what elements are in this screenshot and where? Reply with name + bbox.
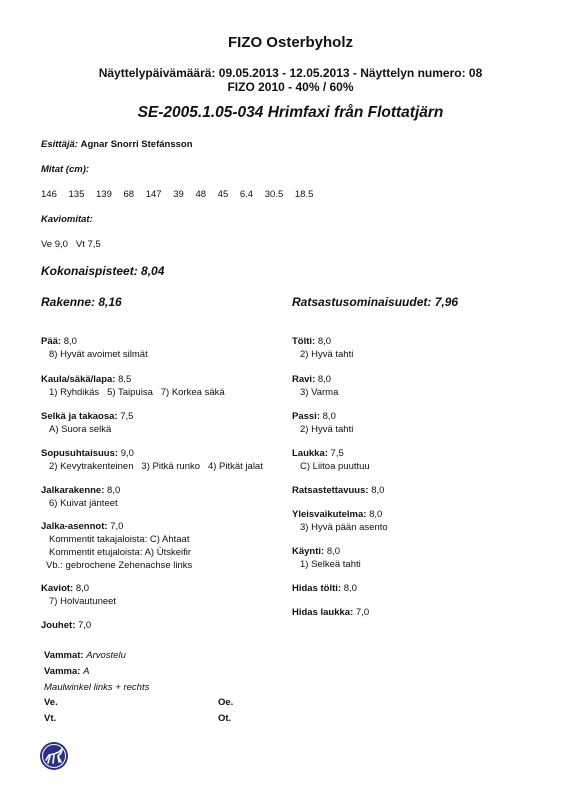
item-score: 8,0 [317,374,332,385]
fizo-weighting-line: FIZO 2010 - 40% / 60% [227,80,354,94]
defects-value: Arvostelu [86,650,126,661]
measure-value: 139 [96,189,112,200]
item-detail: 1) Selkeä tahti [300,559,361,570]
measure-value: 30.5 [264,189,284,200]
measure-value: 135 [68,189,85,200]
presenter-label: Esittäjä: [41,139,78,150]
measures-row [41,189,322,200]
item-detail: 7) Holvautuneet [49,596,117,607]
item-label: Ratsastettavuus: [292,485,369,496]
fizo-horse-logo-icon [39,741,69,771]
measure-value: 18.5 [294,189,314,200]
hoof-label: Kaviomitat: [41,214,93,225]
injury-row [44,666,89,677]
measure-value: 68 [123,189,135,200]
item-label: Kaula/säkä/lapa: [41,374,116,385]
conformation-item [41,484,120,510]
item-score: 7,0 [110,521,124,532]
item-score: 8,0 [317,336,332,347]
item-score: 8,0 [63,336,77,347]
conformation-heading: Rakenne: 8,16 [41,295,122,309]
item-score: 8,0 [371,485,385,496]
presenter-name: Agnar Snorri Stefánsson [80,139,193,150]
item-detail: 3) Hyvä pään asento [300,522,388,533]
measure-value: 146 [41,189,57,200]
item-detail: 6) Kuivat jänteet [49,498,118,509]
item-label: Jalka-asennot: [41,521,108,532]
item-detail: Kommentit takajaloista: C) Ahtaat [49,534,190,545]
measure-value: 48 [195,189,207,200]
item-score: 8,0 [322,411,336,422]
item-score: 7,5 [330,448,344,459]
measure-value: 45 [217,189,229,200]
item-score: 9,0 [120,448,134,459]
horse-name: SE-2005.1.05-034 Hrimfaxi från Flottatjärn [137,104,444,121]
riding-item [292,373,338,399]
item-detail: A) Suora selkä [49,424,112,435]
item-detail: 3) Varma [300,387,339,398]
item-detail: 1) Ryhdikäs 5) Taipuisa 7) Korkea säkä [49,387,225,398]
conformation-item [41,520,192,572]
riding-item [292,484,384,497]
hoof-values: Ve 9,0 Vt 7,5 [41,239,101,250]
measure-value: 6.4 [239,189,254,200]
defects-label: Vammat: [44,650,84,661]
item-score: 7,0 [77,620,92,631]
item-detail: 8) Hyvät avoimet silmät [49,349,148,360]
riding-item [292,508,388,534]
item-label: Tölti: [292,336,316,347]
measure-value: 147 [145,189,162,200]
item-label: Käynti: [292,546,325,557]
item-label: Selkä ja takaosa: [41,411,118,422]
item-label: Sopusuhtaisuus: [41,448,119,459]
item-label: Pää: [41,336,62,347]
riding-heading: Ratsastusominaisuudet: 7,96 [292,295,459,309]
item-label: Jalkarakenne: [41,485,105,496]
injury-label: Vamma: [44,666,81,677]
item-label: Jouhet: [41,620,76,631]
measure-value: 39 [173,189,184,200]
riding-item [292,606,369,619]
item-score: 8,0 [75,583,90,594]
conformation-item [41,582,116,608]
item-label: Laukka: [292,448,328,459]
riding-item [292,335,353,361]
front-left-label: Ve. [44,697,58,708]
item-score: 7,5 [120,411,134,422]
item-label: Kaviot: [41,583,74,594]
measures-label: Mitat (cm): [41,164,90,175]
front-right-label: Oe. [218,697,234,708]
riding-item [292,582,357,595]
hind-right-label: Ot. [218,713,232,724]
item-label: Ravi: [292,374,316,385]
item-detail: Vb.: gebrochene Zehenachse links [46,560,193,571]
page-title: FIZO Osterbyholz [227,34,353,51]
riding-item [292,447,370,473]
total-score: Kokonaispisteet: 8,04 [41,264,165,278]
item-score: 8,5 [118,374,132,385]
item-label: Hidas laukka: [292,607,354,618]
defects-row [44,650,126,661]
item-detail: 2) Kevytrakenteinen 3) Pitkä runko 4) Pitkät jalat [49,461,263,472]
item-label: Hidas tölti: [292,583,342,594]
item-label: Yleisvaikutelma: [292,509,367,520]
item-score: 8,0 [107,485,121,496]
item-label: Passi: [292,411,320,422]
item-detail: 2) Hyvä tahti [300,424,354,435]
conformation-item [41,619,91,632]
injury-comment: Maulwinkel links + rechts [44,682,150,693]
item-score: 7,0 [355,607,370,618]
show-info-line: Näyttelypäivämäärä: 09.05.2013 - 12.05.2013 - Näyttelyn numero: 08 [98,66,483,80]
item-score: 8,0 [326,546,341,557]
item-detail: 2) Hyvä tahti [300,349,354,360]
item-score: 8,0 [343,583,357,594]
riding-item [292,545,361,571]
presenter-row [41,139,193,150]
conformation-item [41,410,133,436]
injury-value: A [83,666,90,677]
item-detail: Kommentit etujaloista: A) Ùtskeifir [49,547,192,558]
conformation-item [41,447,263,473]
item-detail: C) Liitoa puuttuu [300,461,370,472]
item-score: 8,0 [369,509,383,520]
hind-left-label: Vt. [44,713,57,724]
conformation-item [41,373,225,399]
riding-item [292,410,353,436]
conformation-item [41,335,148,361]
